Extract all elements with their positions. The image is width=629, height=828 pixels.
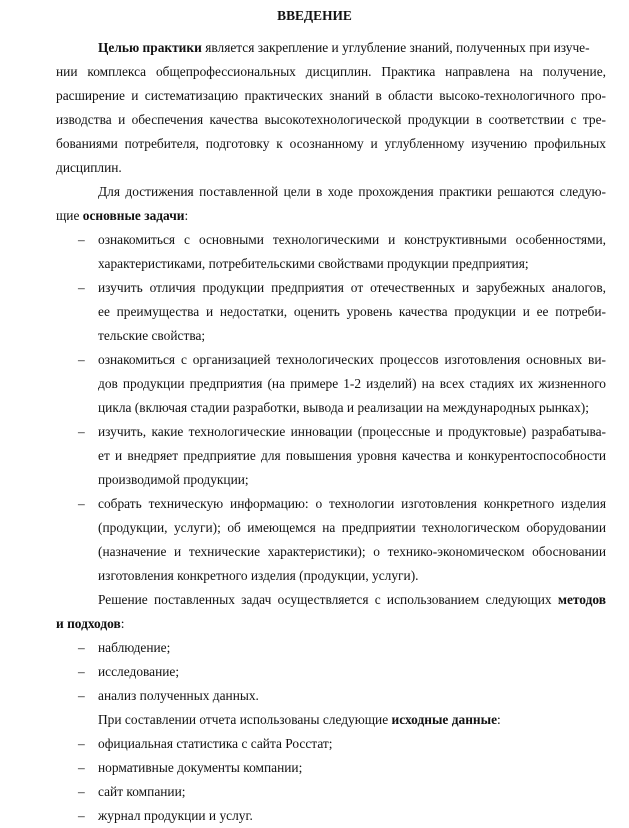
task-5-dash: – bbox=[78, 496, 85, 511]
task-2-line-3: тельские свойства; bbox=[98, 328, 206, 343]
task-3-line-2: дов продукции предприятия (на примере 1-2 изделий) на всех стадиях их жизненного bbox=[98, 376, 606, 391]
task-4-line-1: изучить, какие технологические инновации (процессные и продуктовые) разрабатыва- bbox=[98, 424, 606, 439]
tasks-intro-bold: основные задачи bbox=[82, 208, 185, 223]
tasks-intro-prefix: щие bbox=[56, 208, 80, 223]
intro-lead-bold: Целью практики bbox=[98, 40, 202, 55]
source-item-4: журнал продукции и услуг. bbox=[98, 808, 253, 823]
source-item-2: нормативные документы компании; bbox=[98, 760, 303, 775]
task-1-line-2: характеристиками, потребительскими свойствами продукции предприятия; bbox=[98, 256, 529, 271]
method-item-1: наблюдение; bbox=[98, 640, 171, 655]
task-2-line-2: ее преимущества и недостатки, оценить уровень качества продукции и ее потреби- bbox=[98, 304, 606, 319]
methods-intro-line-1 bbox=[98, 592, 606, 608]
intro-line-4: изводства и обеспечения качества высокотехнологической продукции в соответствии с тре- bbox=[56, 112, 606, 127]
task-5-line-2: (продукции, услуги); об имеющемся на предприятии технологическом оборудовании bbox=[98, 520, 606, 535]
task-1-line-1: ознакомиться с основными технологическими и конструктивными особенностями, bbox=[98, 232, 606, 247]
methods-intro-suffix: : bbox=[120, 616, 125, 631]
task-4-line-3: производимой продукции; bbox=[98, 472, 249, 487]
method-3-dash: – bbox=[78, 688, 85, 703]
tasks-intro-suffix: : bbox=[184, 208, 189, 223]
method-2-dash: – bbox=[78, 664, 85, 679]
source-item-3: сайт компании; bbox=[98, 784, 186, 799]
sources-intro-bold: исходные данные bbox=[391, 712, 498, 727]
task-5-line-3: (назначение и технические характеристики); о технико-экономическом обосновании bbox=[98, 544, 606, 559]
intro-line-2: нии комплекса общепрофессиональных дисциплин. Практика направлена на получение, bbox=[56, 64, 606, 79]
tasks-intro-line-2 bbox=[56, 208, 188, 224]
method-item-2: исследование; bbox=[98, 664, 180, 679]
method-item-3: анализ полученных данных. bbox=[98, 688, 259, 703]
task-1-dash: – bbox=[78, 232, 85, 247]
source-1-dash: – bbox=[78, 736, 85, 751]
source-3-dash: – bbox=[78, 784, 85, 799]
task-3-line-1: ознакомиться с организацией технологических процессов изготовления основных ви- bbox=[98, 352, 606, 367]
task-4-line-2: ет и внедряет предприятие для повышения уровня качества и конкурентоспособности bbox=[98, 448, 606, 463]
intro-line-6: дисциплин. bbox=[56, 160, 122, 175]
methods-intro-bold-2: и подходов bbox=[56, 616, 121, 631]
intro-line-3: расширение и систематизацию практических знаний в области высоко-технологичного про- bbox=[56, 88, 606, 103]
methods-intro-bold-1: методов bbox=[557, 592, 606, 607]
source-item-1: официальная статистика с сайта Росстат; bbox=[98, 736, 333, 751]
task-5-line-1: собрать техническую информацию: о технологии изготовления конкретного изделия bbox=[98, 496, 606, 511]
intro-line-1 bbox=[98, 40, 606, 56]
sources-intro-suffix: : bbox=[497, 712, 501, 727]
sources-intro-prefix: При составлении отчета использованы следующие bbox=[98, 712, 389, 727]
intro-line-text: является закрепление и углубление знаний, полученных при изуче- bbox=[205, 40, 590, 55]
intro-line-5: бованиями потребителя, подготовку к осознанному и углубленному изучению профильных bbox=[56, 136, 606, 151]
method-1-dash: – bbox=[78, 640, 85, 655]
methods-intro-line-2 bbox=[56, 616, 124, 632]
task-3-line-3: цикла (включая стадии разработки, вывода и реализации на международных рынках); bbox=[98, 400, 589, 415]
task-4-dash: – bbox=[78, 424, 85, 439]
page-title: ВВЕДЕНИЕ bbox=[277, 8, 352, 23]
source-2-dash: – bbox=[78, 760, 85, 775]
task-3-dash: – bbox=[78, 352, 85, 367]
task-2-line-1: изучить отличия продукции предприятия от отечественных и зарубежных аналогов, bbox=[98, 280, 606, 295]
source-4-dash: – bbox=[78, 808, 85, 823]
methods-intro-prefix: Решение поставленных задач осуществляется с использованием следующих bbox=[98, 592, 552, 607]
task-2-dash: – bbox=[78, 280, 85, 295]
tasks-intro-line-1: Для достижения поставленной цели в ходе прохождения практики решаются следую- bbox=[98, 184, 606, 199]
task-5-line-4: изготовления конкретного изделия (продукции, услуги). bbox=[98, 568, 419, 583]
sources-intro-line bbox=[98, 712, 501, 728]
